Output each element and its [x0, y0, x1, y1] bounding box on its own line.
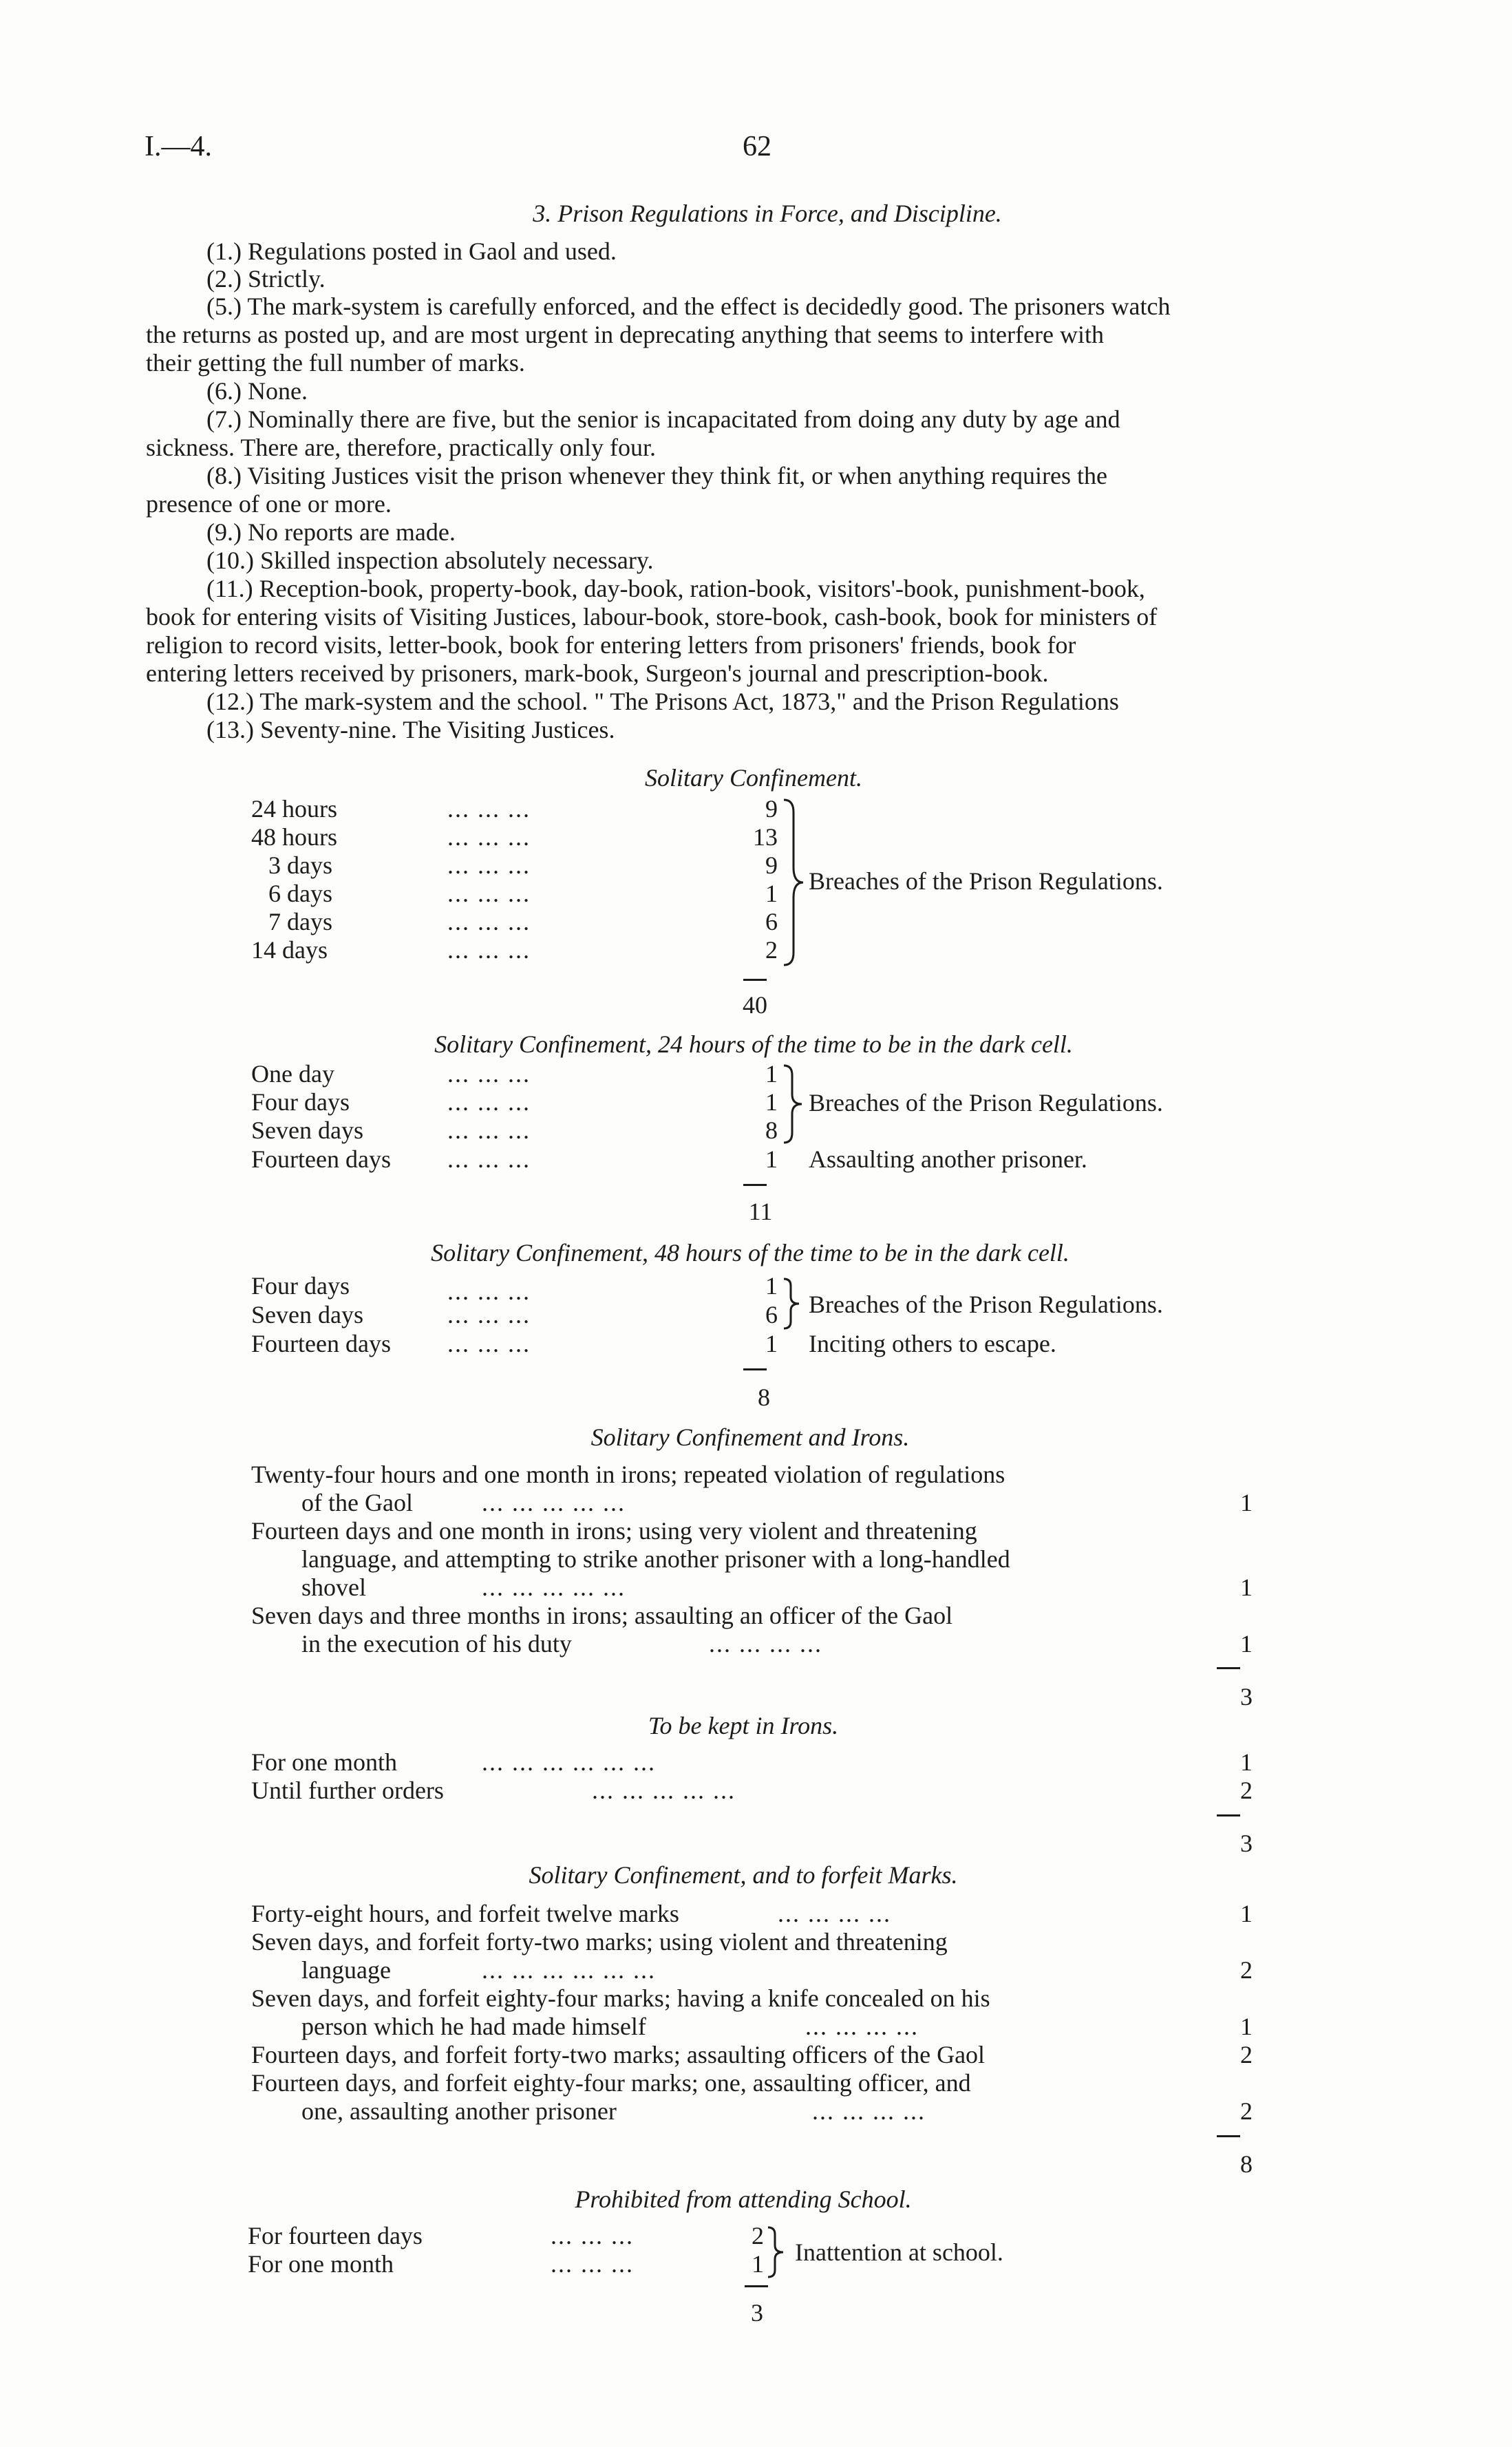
solitary-label: 48 hours: [251, 823, 337, 851]
dark24-label: Seven days: [251, 1116, 363, 1144]
irons-kept-title: To be kept in Irons.: [648, 1712, 839, 1739]
leader-dots: ... ... ...: [551, 2222, 634, 2249]
leader-dots: ... ... ... ...: [805, 2013, 919, 2040]
right-brace-icon: [781, 1278, 809, 1330]
entry-count: 2: [1240, 2097, 1253, 2125]
solitary-count: 9: [765, 795, 778, 823]
forfeit-title: Solitary Confinement, and to forfeit Marks.: [529, 1861, 958, 1889]
dark48-label: Fourteen days: [251, 1330, 391, 1357]
dark48-count: 1: [765, 1272, 778, 1300]
dark48-count: 1: [765, 1330, 778, 1357]
school-total: 3: [751, 2299, 763, 2327]
leader-dots: ... ... ... ... ... ...: [482, 1748, 656, 1776]
answer-2: (2.) Strictly.: [206, 265, 326, 293]
entry-line: one, assaulting another prisoner: [301, 2097, 617, 2125]
answer-5-line2: the returns as posted up, and are most urgent in deprecating anything that seems to interfere with: [146, 321, 1104, 348]
leader-dots: ... ... ...: [447, 851, 531, 879]
leader-dots: ... ... ...: [447, 1145, 531, 1173]
total-rule: [1217, 1667, 1240, 1669]
answer-8-line1: (8.) Visiting Justices visit the prison whenever they think fit, or when anything requires the: [206, 462, 1107, 489]
entry-line: language, and attempting to strike another prisoner with a long-handled: [301, 1545, 1010, 1573]
answer-7-line1: (7.) Nominally there are five, but the senior is incapacitated from doing any duty by age and: [206, 405, 1120, 433]
dark24-label: One day: [251, 1060, 334, 1088]
irons-kept-label: For one month: [251, 1748, 397, 1776]
answer-9: (9.) No reports are made.: [206, 518, 456, 546]
leader-dots: ... ... ...: [447, 823, 531, 851]
entry-line: in the execution of his duty: [301, 1630, 572, 1657]
entry-line: Fourteen days, and forfeit forty-two marks; assaulting officers of the Gaol: [251, 2041, 986, 2068]
section-title: 3. Prison Regulations in Force, and Discipline.: [533, 200, 1002, 227]
irons-solitary-total: 3: [1240, 1683, 1253, 1710]
entry-count: 2: [1240, 1956, 1253, 1984]
right-brace-icon: [765, 2226, 793, 2278]
dark24-count: 1: [765, 1060, 778, 1088]
entry-line: Fourteen days and one month in irons; using very violent and threatening: [251, 1517, 977, 1545]
leader-dots: ... ... ...: [447, 1278, 531, 1305]
total-rule: [743, 1184, 767, 1186]
dark48-title: Solitary Confinement, 48 hours of the time to be in the dark cell.: [431, 1239, 1069, 1267]
dark48-note: Breaches of the Prison Regulations.: [809, 1291, 1163, 1318]
dark48-label: Four days: [251, 1272, 350, 1300]
solitary-title: Solitary Confinement.: [645, 764, 862, 792]
answer-5-line3: their getting the full number of marks.: [146, 349, 525, 377]
solitary-count: 1: [765, 880, 778, 907]
total-rule: [1217, 1814, 1240, 1816]
right-brace-icon: [781, 798, 809, 967]
school-title: Prohibited from attending School.: [575, 2185, 912, 2213]
right-brace-icon: [781, 1064, 809, 1145]
entry-line: shovel: [301, 1574, 366, 1601]
leader-dots: ... ... ... ...: [709, 1630, 822, 1657]
leader-dots: ... ... ...: [447, 1060, 531, 1088]
answer-11-line3: religion to record visits, letter-book, book for entering letters from prisoners' friends, book for: [146, 631, 1076, 659]
answer-11-line1: (11.) Reception-book, property-book, day-book, ration-book, visitors'-book, punishment-book,: [206, 575, 1145, 602]
irons-kept-label: Until further orders: [251, 1777, 444, 1804]
solitary-label: 14 days: [251, 936, 328, 964]
leader-dots: ... ... ...: [551, 2250, 634, 2278]
solitary-label: 24 hours: [251, 795, 337, 823]
dark24-count: 8: [765, 1116, 778, 1144]
leader-dots: ... ... ...: [447, 1088, 531, 1116]
school-note: Inattention at school.: [795, 2238, 1003, 2266]
dark24-count: 1: [765, 1088, 778, 1116]
leader-dots: ... ... ...: [447, 795, 531, 823]
solitary-label: 3 days: [268, 851, 332, 879]
answer-1: (1.) Regulations posted in Gaol and used.: [206, 237, 617, 265]
answer-6: (6.) None.: [206, 377, 308, 405]
school-count: 2: [752, 2222, 764, 2249]
dark24-note2: Assaulting another prisoner.: [809, 1145, 1087, 1173]
irons-kept-count: 1: [1240, 1748, 1253, 1776]
entry-line: Fourteen days, and forfeit eighty-four marks; one, assaulting officer, and: [251, 2069, 971, 2097]
answer-12: (12.) The mark-system and the school. " The Prisons Act, 1873," and the Prison Regulations: [206, 688, 1119, 715]
entry-count: 1: [1240, 1489, 1253, 1516]
leader-dots: ... ... ... ... ...: [482, 1489, 626, 1516]
solitary-label: 6 days: [268, 880, 332, 907]
dark24-total: 11: [748, 1198, 773, 1225]
leader-dots: ... ... ... ... ...: [482, 1574, 626, 1601]
leader-dots: ... ... ...: [447, 908, 531, 935]
total-rule: [743, 979, 767, 981]
entry-line: Twenty-four hours and one month in irons; repeated violation of regulations: [251, 1461, 1005, 1488]
answer-13: (13.) Seventy-nine. The Visiting Justices.: [206, 716, 615, 743]
dark48-count: 6: [765, 1301, 778, 1328]
entry-line: language: [301, 1956, 391, 1984]
solitary-count: 2: [765, 936, 778, 964]
dark24-note: Breaches of the Prison Regulations.: [809, 1089, 1163, 1116]
irons-kept-count: 2: [1240, 1777, 1253, 1804]
dark48-label: Seven days: [251, 1301, 363, 1328]
answer-5-line1: (5.) The mark-system is carefully enforced, and the effect is decidedly good. The prisoners watch: [206, 293, 1171, 320]
entry-line: Seven days, and forfeit forty-two marks; using violent and threatening: [251, 1928, 948, 1956]
entry-line: of the Gaol: [301, 1489, 413, 1516]
solitary-count: 6: [765, 908, 778, 935]
solitary-label: 7 days: [268, 908, 332, 935]
solitary-note: Breaches of the Prison Regulations.: [809, 867, 1163, 895]
entry-count: 2: [1240, 2041, 1253, 2068]
leader-dots: ... ... ... ... ... ...: [482, 1956, 656, 1984]
dark24-title: Solitary Confinement, 24 hours of the time to be in the dark cell.: [434, 1030, 1073, 1058]
solitary-count: 9: [765, 851, 778, 879]
document-code: I.—4.: [145, 131, 212, 162]
total-rule: [1217, 2135, 1240, 2137]
entry-line: Seven days, and forfeit eighty-four marks; having a knife concealed on his: [251, 1984, 990, 2012]
entry-count: 1: [1240, 1574, 1253, 1601]
leader-dots: ... ... ... ... ...: [592, 1777, 736, 1804]
entry-line: person which he had made himself: [301, 2013, 646, 2040]
dark24-label: Fourteen days: [251, 1145, 391, 1173]
solitary-total: 40: [743, 991, 767, 1019]
entry-count: 1: [1240, 1900, 1253, 1927]
irons-kept-total: 3: [1240, 1830, 1253, 1857]
answer-7-line2: sickness. There are, therefore, practically only four.: [146, 434, 657, 461]
leader-dots: ... ... ... ...: [812, 2097, 926, 2125]
leader-dots: ... ... ...: [447, 880, 531, 907]
school-count: 1: [752, 2250, 764, 2278]
entry-count: 1: [1240, 1630, 1253, 1657]
leader-dots: ... ... ...: [447, 936, 531, 964]
entry-count: 1: [1240, 2013, 1253, 2040]
dark24-label: Four days: [251, 1088, 350, 1116]
school-label: For fourteen days: [248, 2222, 423, 2249]
dark48-total: 8: [758, 1384, 770, 1411]
entry-line: Seven days and three months in irons; assaulting an officer of the Gaol: [251, 1602, 953, 1629]
answer-10: (10.) Skilled inspection absolutely necessary.: [206, 547, 654, 574]
irons-solitary-title: Solitary Confinement and Irons.: [590, 1423, 910, 1451]
leader-dots: ... ... ...: [447, 1116, 531, 1144]
solitary-count: 13: [753, 823, 778, 851]
dark48-note2: Inciting others to escape.: [809, 1330, 1056, 1357]
page-number: 62: [743, 131, 771, 162]
answer-11-line4: entering letters received by prisoners, mark-book, Surgeon's journal and prescription-book.: [146, 659, 1049, 687]
leader-dots: ... ... ...: [447, 1301, 531, 1328]
answer-11-line2: book for entering visits of Visiting Justices, labour-book, store-book, cash-book, book for ministers of: [146, 603, 1158, 631]
total-rule: [745, 2285, 768, 2287]
leader-dots: ... ... ... ...: [778, 1900, 891, 1927]
forfeit-total: 8: [1240, 2150, 1253, 2178]
dark24-count: 1: [765, 1145, 778, 1173]
school-label: For one month: [248, 2250, 394, 2278]
answer-8-line2: presence of one or more.: [146, 490, 392, 518]
total-rule: [743, 1368, 767, 1370]
leader-dots: ... ... ...: [447, 1330, 531, 1357]
entry-line: Forty-eight hours, and forfeit twelve marks: [251, 1900, 679, 1927]
